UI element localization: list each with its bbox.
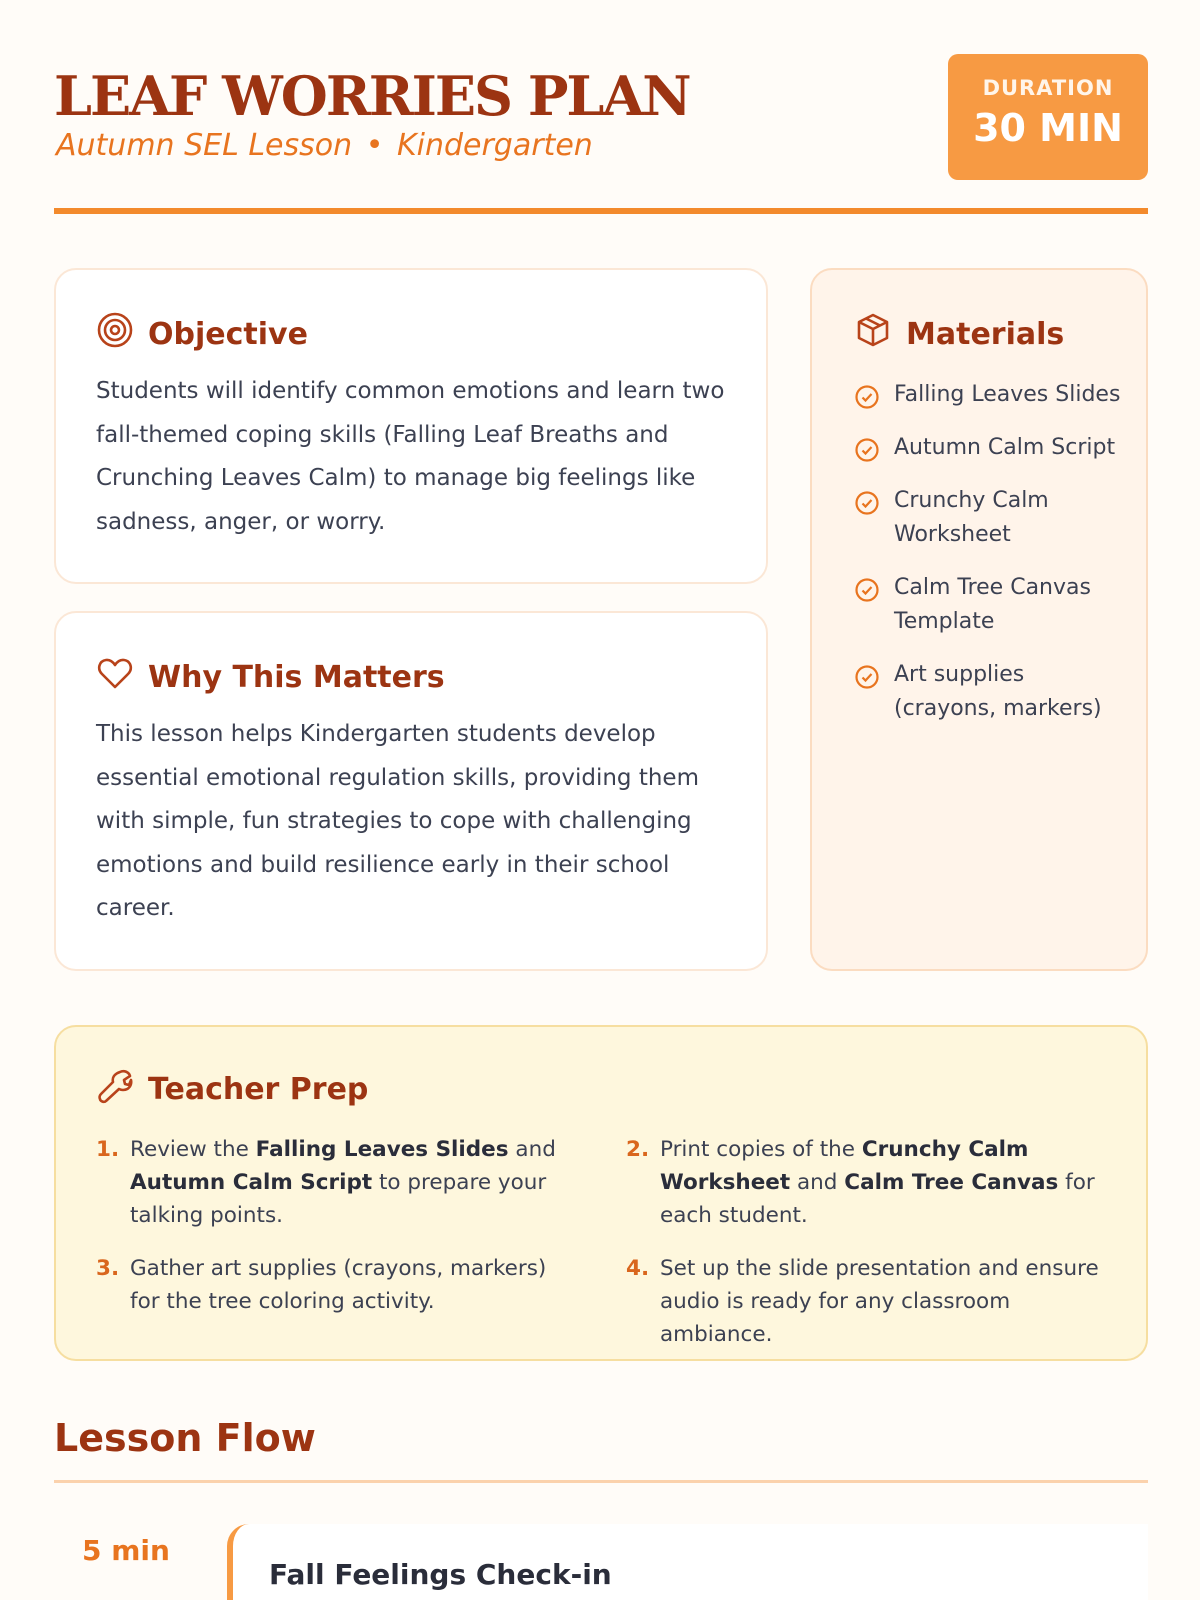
- list-item: [854, 658, 1126, 726]
- materials-list: [854, 378, 1126, 726]
- list-item: [854, 378, 1126, 412]
- step-time: 5 min: [82, 1534, 170, 1567]
- prep-number: 1.: [96, 1137, 120, 1162]
- list-item: [96, 1133, 576, 1232]
- material-label: Falling Leaves Slides: [894, 382, 1121, 407]
- material-label: Art supplies (crayons, markers): [894, 662, 1102, 721]
- header: [54, 50, 1148, 214]
- step-card: [227, 1524, 1148, 1600]
- why-card: [54, 611, 768, 971]
- duration-value: 30 MIN: [973, 106, 1123, 150]
- check-circle-icon: [854, 577, 880, 603]
- check-circle-icon: [854, 384, 880, 410]
- subtitle-separator: •: [365, 128, 384, 163]
- wrench-icon: [96, 1066, 134, 1112]
- check-circle-icon: [854, 437, 880, 463]
- lesson-flow-heading: Lesson Flow: [54, 1416, 1148, 1483]
- prep-number: 2.: [626, 1137, 650, 1162]
- prep-text: Set up the slide presentation and ensure audio is ready for any classroom ambiance.: [660, 1256, 1099, 1347]
- box-icon: [854, 311, 892, 357]
- page-title: LEAF WORRIES PLAN: [54, 64, 690, 128]
- why-text: This lesson helps Kindergarten students develop essential emotional regulation skills, providing them with simple, fun strategies to cope with challenging emotions and build resilience early in their school career.: [96, 721, 699, 921]
- lesson-flow-step: [54, 1520, 1148, 1600]
- page-subtitle: [56, 124, 593, 168]
- why-heading: [96, 657, 726, 697]
- objective-card: [54, 268, 768, 584]
- materials-card: [810, 268, 1148, 971]
- objective-text: Students will identify common emotions and learn two fall-themed coping skills (Falling Leaf Breaths and Crunching Leaves Calm) to manage big feelings like sadness, anger, or worry.: [96, 378, 725, 535]
- material-label: Calm Tree Canvas Template: [894, 575, 1091, 634]
- objective-heading: [96, 314, 726, 354]
- prep-text: Review the Falling Leaves Slides and Autumn Calm Script to prepare your talking points.: [130, 1137, 556, 1228]
- check-circle-icon: [854, 490, 880, 516]
- duration-label: DURATION: [982, 76, 1114, 100]
- objective-title: Objective: [148, 316, 308, 352]
- list-item: [854, 484, 1126, 552]
- step-title: Fall Feelings Check-in: [269, 1558, 612, 1591]
- prep-text: Gather art supplies (crayons, markers) for the tree coloring activity.: [130, 1256, 547, 1314]
- materials-heading: [854, 314, 1126, 354]
- target-icon: [96, 311, 134, 357]
- why-title: Why This Matters: [148, 659, 445, 695]
- subtitle-grade: Kindergarten: [396, 128, 593, 163]
- prep-number: 4.: [626, 1256, 650, 1281]
- list-item: [854, 571, 1126, 639]
- material-label: Crunchy Calm Worksheet: [894, 488, 1049, 547]
- list-item: [626, 1252, 1106, 1351]
- prep-text: Print copies of the Crunchy Calm Worksheet and Calm Tree Canvas for each student.: [660, 1137, 1095, 1228]
- prep-list: [96, 1133, 1106, 1351]
- list-item: [854, 431, 1126, 465]
- materials-title: Materials: [906, 316, 1065, 352]
- prep-number: 3.: [96, 1256, 120, 1281]
- material-label: Autumn Calm Script: [894, 435, 1116, 460]
- subtitle-lesson: Autumn SEL Lesson: [56, 128, 353, 163]
- teacher-prep-card: [54, 1025, 1148, 1361]
- list-item: [626, 1133, 1106, 1232]
- list-item: [96, 1252, 576, 1351]
- duration-badge: [948, 54, 1148, 180]
- prep-title: Teacher Prep: [148, 1071, 369, 1107]
- heart-icon: [96, 654, 134, 700]
- prep-heading: [96, 1069, 1106, 1109]
- check-circle-icon: [854, 664, 880, 690]
